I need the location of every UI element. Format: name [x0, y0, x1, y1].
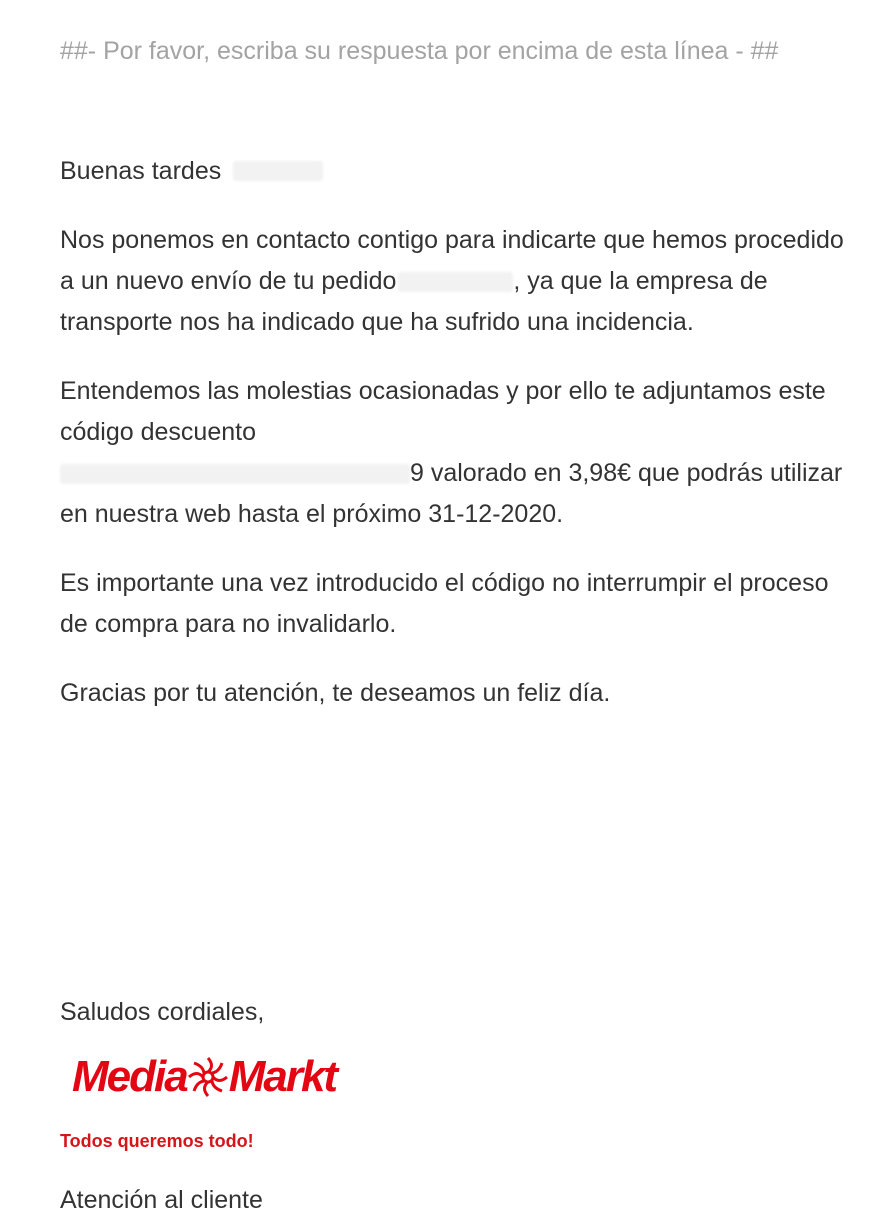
paragraph-discount-text-start: Entendemos las molestias ocasionadas y por ello te adjuntamos este código descuento [60, 377, 826, 446]
paragraph-discount [60, 371, 850, 535]
paragraph-shipment [60, 220, 850, 343]
paragraph-shipment-text-start: Nos ponemos en contacto contigo para indicarte que hemos procedido a un nuevo envío de tu pedido [60, 226, 844, 295]
closing-text: Saludos cordiales, [60, 998, 265, 1026]
logo-text-media: Media [72, 1052, 187, 1101]
reply-above-line-notice: ##- Por favor, escriba su respuesta por encima de esta línea - ## [60, 37, 779, 65]
paragraph-thanks: Gracias por tu atención, te deseamos un feliz día. [60, 679, 611, 707]
greeting-text: Buenas tardes [60, 157, 222, 185]
mediamarkt-logo [72, 1053, 850, 1101]
email-body [60, 30, 850, 714]
paragraph-shipment-text-end: , ya que la empresa de transporte nos ha indicado que ha sufrido una incidencia. [60, 267, 768, 336]
slogan: Todos queremos todo! [60, 1131, 254, 1151]
mediamarkt-swirl-icon [185, 1054, 231, 1100]
paragraph-warning: Es importante una vez introducido el código no interrumpir el proceso de compra para no invalidarlo. [60, 569, 829, 638]
logo-text-markt: Markt [228, 1052, 337, 1101]
greeting [60, 150, 850, 192]
paragraph-discount-text-end: 9 valorado en 3,98€ que podrás utilizar en nuestra web hasta el próximo 31-12-2020. [60, 459, 843, 528]
email-signature [60, 992, 850, 1152]
redacted-discount-code [60, 464, 410, 484]
redacted-name [233, 161, 323, 181]
redacted-order-number [398, 272, 513, 292]
cut-off-department-line: Atención al cliente [60, 1186, 263, 1214]
